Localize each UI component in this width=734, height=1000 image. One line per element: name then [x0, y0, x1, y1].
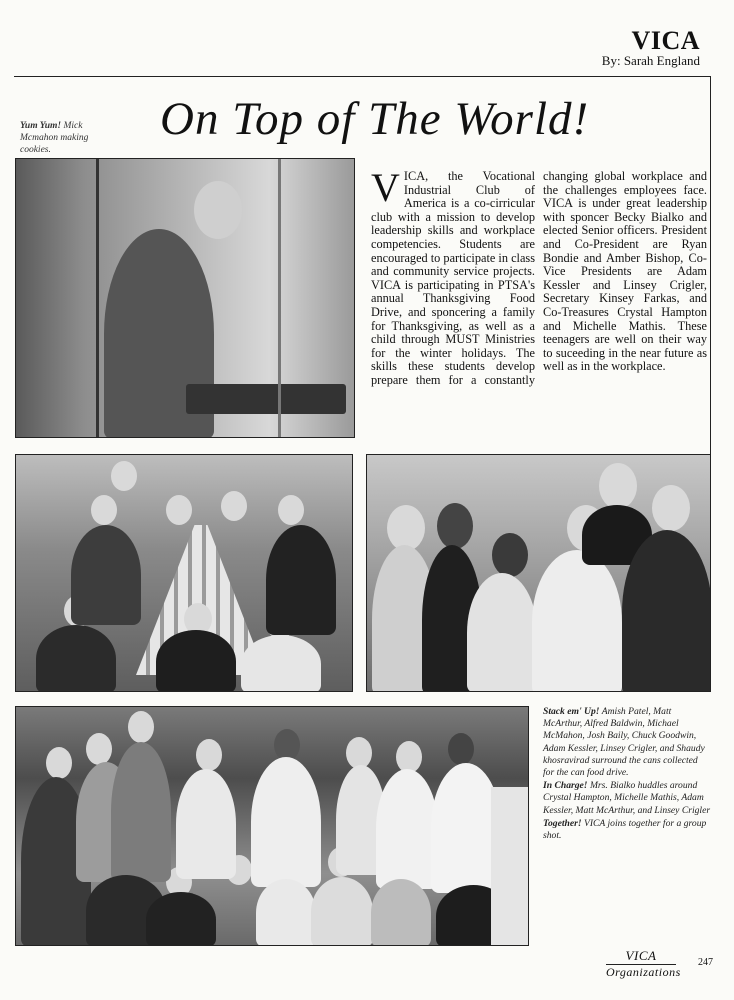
feature-headline: On Top of The World! [160, 93, 590, 145]
caption-text: Mrs. Bialko huddles around Crystal Hampton, Michelle Mathis, Adam Kessler, Matt McArthur, and Linsey Crigler [543, 780, 711, 816]
page-section-title: VICA [631, 26, 700, 55]
caption-text: Mick Mcmahon making cookies. [20, 121, 89, 155]
caption-label: In Charge! [543, 780, 588, 792]
caption-charge [543, 780, 711, 817]
photo-can-drive [15, 454, 353, 692]
header-divider [14, 76, 711, 77]
drop-cap: V [371, 165, 400, 210]
photo-captions-block [543, 706, 711, 843]
article-body [371, 165, 707, 452]
photo-mick-cooking [15, 158, 355, 438]
caption-label: Stack em' Up! [543, 706, 600, 717]
caption-label: Yum Yum! [20, 121, 62, 131]
photo-caption-yum [20, 120, 120, 156]
footer-vica-logo: VICA [606, 948, 676, 965]
caption-together [543, 818, 711, 842]
footer-section-name: Organizations [606, 965, 681, 979]
page-number: 247 [698, 957, 713, 968]
author-byline: By: Sarah England [601, 53, 700, 68]
footer-section-label [606, 948, 681, 980]
side-divider [710, 76, 711, 456]
caption-stack [543, 706, 711, 779]
caption-text: Amish Patel, Matt McArthur, Alfred Baldwin, Michael McMahon, Josh Baily, Chuck Goodwin, Adam Kessler, Linsey Crigler, and Shaudy khosravirad surround the cans collected for the can food drive. [543, 706, 705, 779]
article-text: ICA, the Vocational Industrial Club of America is a co-cirricular club with a mission to develop leadership skills and workplace competencies. Students are encouraged to participate in class and community service projects. VICA is participating in PTSA's annual Thanksgiving Food Drive, and sponcering a family for Thanksgiving, as well as a child through MUST Ministries for the winter holidays. The skills these students develop prepare them for a constantly changing global workplace and the challenges employees face. VICA is under great leadership with sponcer Becky Bialko and elected Senior officers. President and Co-President are Ryan Bondie and Amber Bishop, Co-Vice Presidents are Adam Kessler and Linsey Crigler, Secretary Kinsey Farkas, and Co-Treasures Crystal Hampton and Michelle Mathis. These teenagers are well on their way to suceeding in the near future as well as in the workplace. [371, 169, 707, 387]
caption-label: Together! [543, 817, 582, 829]
photo-bialko-huddle [366, 454, 711, 692]
caption-text: VICA joins together for a group shot. [543, 817, 707, 842]
photo-group-shot [15, 706, 529, 946]
